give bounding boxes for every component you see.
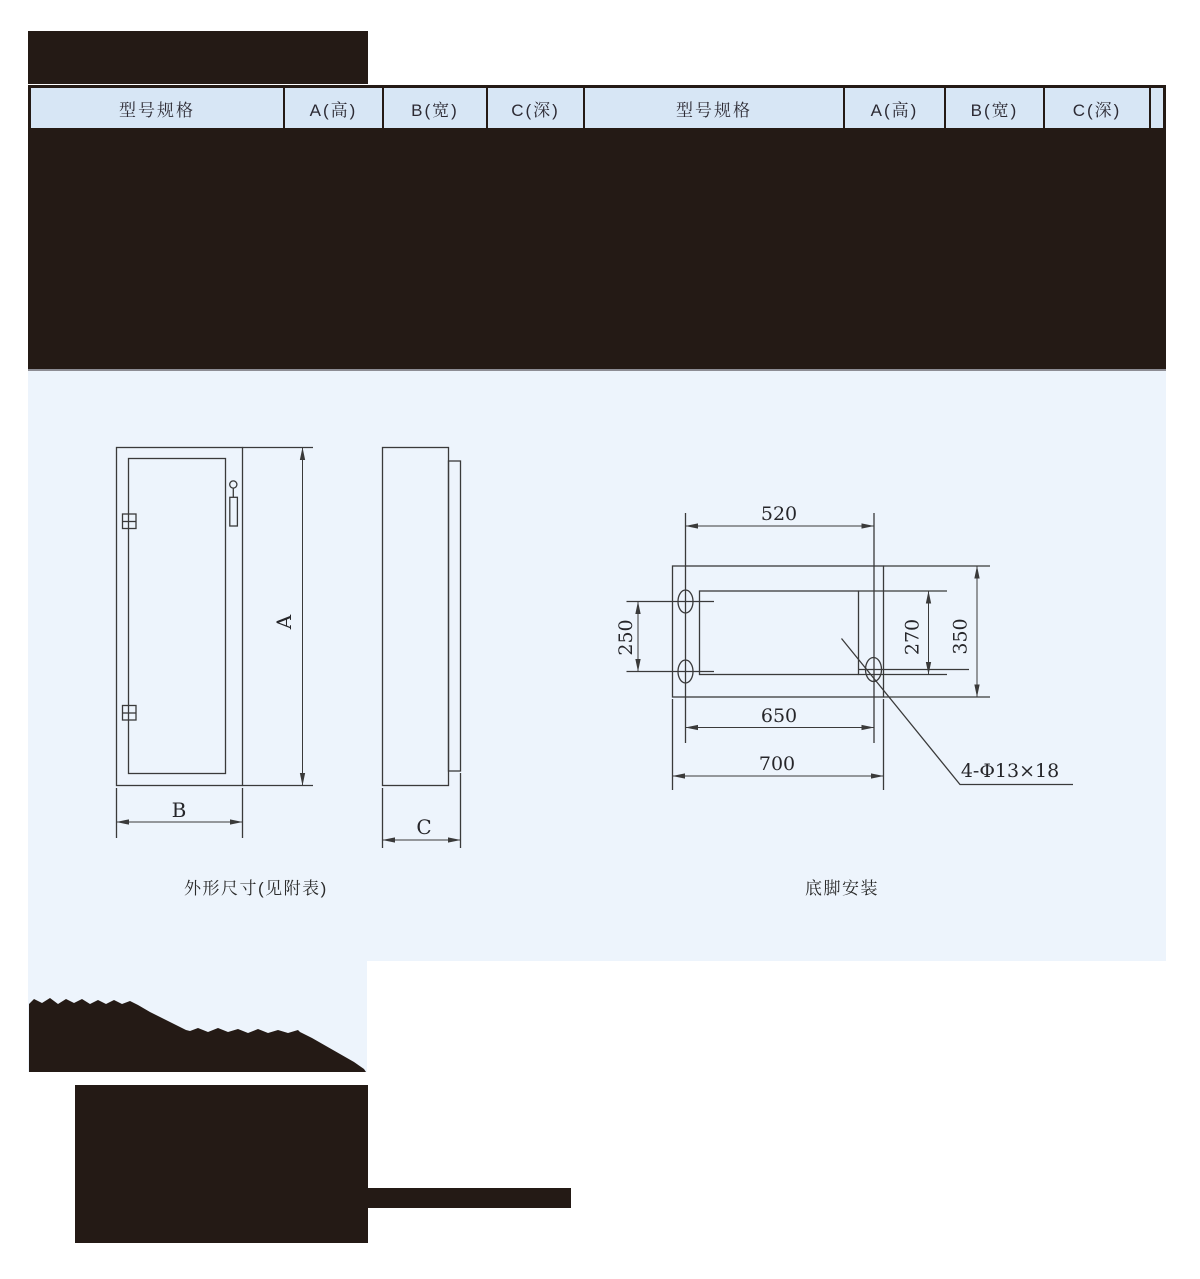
hole-note-label: 4-Φ13×18: [960, 760, 1060, 782]
col-header-b-left: B(宽): [384, 88, 488, 128]
redacted-table-body: [28, 129, 1166, 371]
dim-label-520: 520: [760, 503, 798, 525]
col-header-b-right: B(宽): [946, 88, 1045, 128]
dim-label-B: B: [171, 798, 187, 822]
col-header-a-right: A(高): [845, 88, 946, 128]
col-header-model-right: 型号规格: [585, 88, 845, 128]
col-header-model-left: 型号规格: [31, 88, 285, 128]
col-header-a-left: A(高): [285, 88, 384, 128]
dim-label-C: C: [416, 815, 432, 839]
dim-label-250: 250: [615, 619, 637, 656]
col-header-c-right: C(深): [1045, 88, 1151, 128]
dim-label-700: 700: [758, 753, 796, 775]
figure-panel-notch: [28, 961, 367, 1072]
outline-caption: 外形尺寸(见附表): [184, 879, 328, 898]
dim-label-270: 270: [901, 618, 924, 656]
redacted-text-block: [75, 1085, 368, 1243]
col-header-c-left: C(深): [488, 88, 585, 128]
dim-label-350: 350: [949, 618, 972, 655]
spec-table-header: [28, 85, 1166, 131]
redacted-text-bar: [368, 1188, 571, 1208]
redacted-title-block: [28, 31, 368, 84]
mounting-caption: 底脚安装: [805, 879, 879, 898]
figure-panel: [28, 371, 1166, 961]
dim-label-650: 650: [760, 705, 798, 727]
dim-label-A: A: [272, 614, 296, 630]
